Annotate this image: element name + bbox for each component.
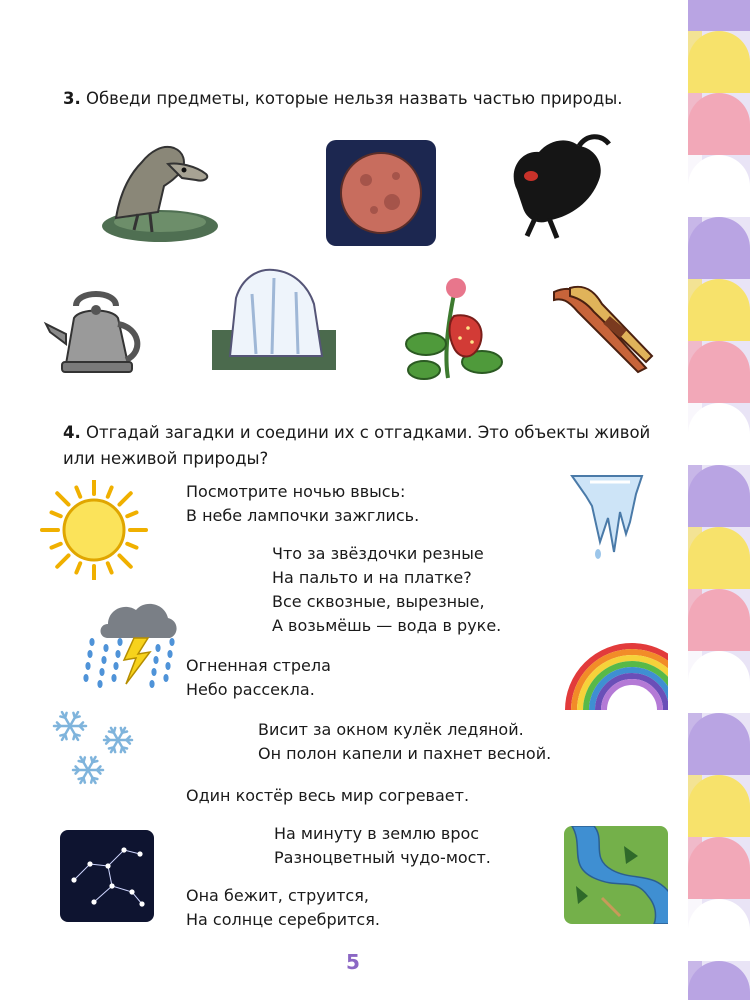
- thunderstorm-rain-picture: [78, 598, 182, 692]
- riddle-line: На минуту в землю врос: [274, 824, 480, 843]
- page-number: 5: [346, 950, 360, 974]
- riddle-line: Огненная стрела: [186, 656, 331, 675]
- planet-picture: [326, 140, 436, 246]
- riddle-4: [258, 718, 551, 766]
- riddle-line: Висит за окном кулёк ледяной.: [258, 720, 524, 739]
- riddle-line: На солнце серебрится.: [186, 910, 380, 929]
- riddle-line: Посмотрите ночью ввысь:: [186, 482, 406, 501]
- iceberg-picture: [212, 264, 336, 370]
- task-3-number: 3.: [63, 89, 81, 108]
- kettle-picture: [40, 278, 150, 382]
- riddle-line: Один костёр весь мир согревает.: [186, 786, 470, 805]
- riddle-line: Она бежит, струится,: [186, 886, 369, 905]
- river-landscape-picture: [564, 826, 668, 924]
- riddle-7: [186, 884, 380, 932]
- riddle-line: Разноцветный чудо-мост.: [274, 848, 491, 867]
- riddle-line: В небе лампочки зажглись.: [186, 506, 420, 525]
- riddle-3: [186, 654, 331, 702]
- task-4-text: 4. Отгадай загадки и соедини их с отгадками. Это объекты живой или неживой природы?: [63, 423, 651, 468]
- skis-picture: [548, 282, 658, 376]
- constellation-picture: [60, 830, 154, 922]
- task-3-text: 3. Обведи предметы, которые нельзя назвать частью природы.: [63, 89, 623, 108]
- strawberry-plant-picture: [398, 274, 508, 386]
- decorative-side-pattern: [688, 0, 750, 1000]
- black-grouse-picture: [487, 130, 615, 242]
- riddle-6: [274, 822, 491, 870]
- sun-picture: [38, 480, 150, 580]
- icicle-picture: [570, 472, 644, 568]
- snowflakes-picture: [48, 706, 144, 792]
- task-4-number: 4.: [63, 423, 81, 442]
- riddle-5: [186, 784, 469, 808]
- riddle-line: Небо рассекла.: [186, 680, 315, 699]
- riddle-line: Что за звёздочки резные: [272, 544, 484, 563]
- otter-picture: [98, 134, 222, 246]
- riddle-line: Он полон капели и пахнет весной.: [258, 744, 552, 763]
- rainbow-picture: [560, 622, 668, 718]
- riddle-1: [186, 480, 419, 528]
- riddle-line: Все сквозные, вырезные,: [272, 592, 485, 611]
- riddle-2: [272, 542, 501, 638]
- riddle-line: А возьмёшь — вода в руке.: [272, 616, 502, 635]
- riddle-line: На пальто и на платке?: [272, 568, 472, 587]
